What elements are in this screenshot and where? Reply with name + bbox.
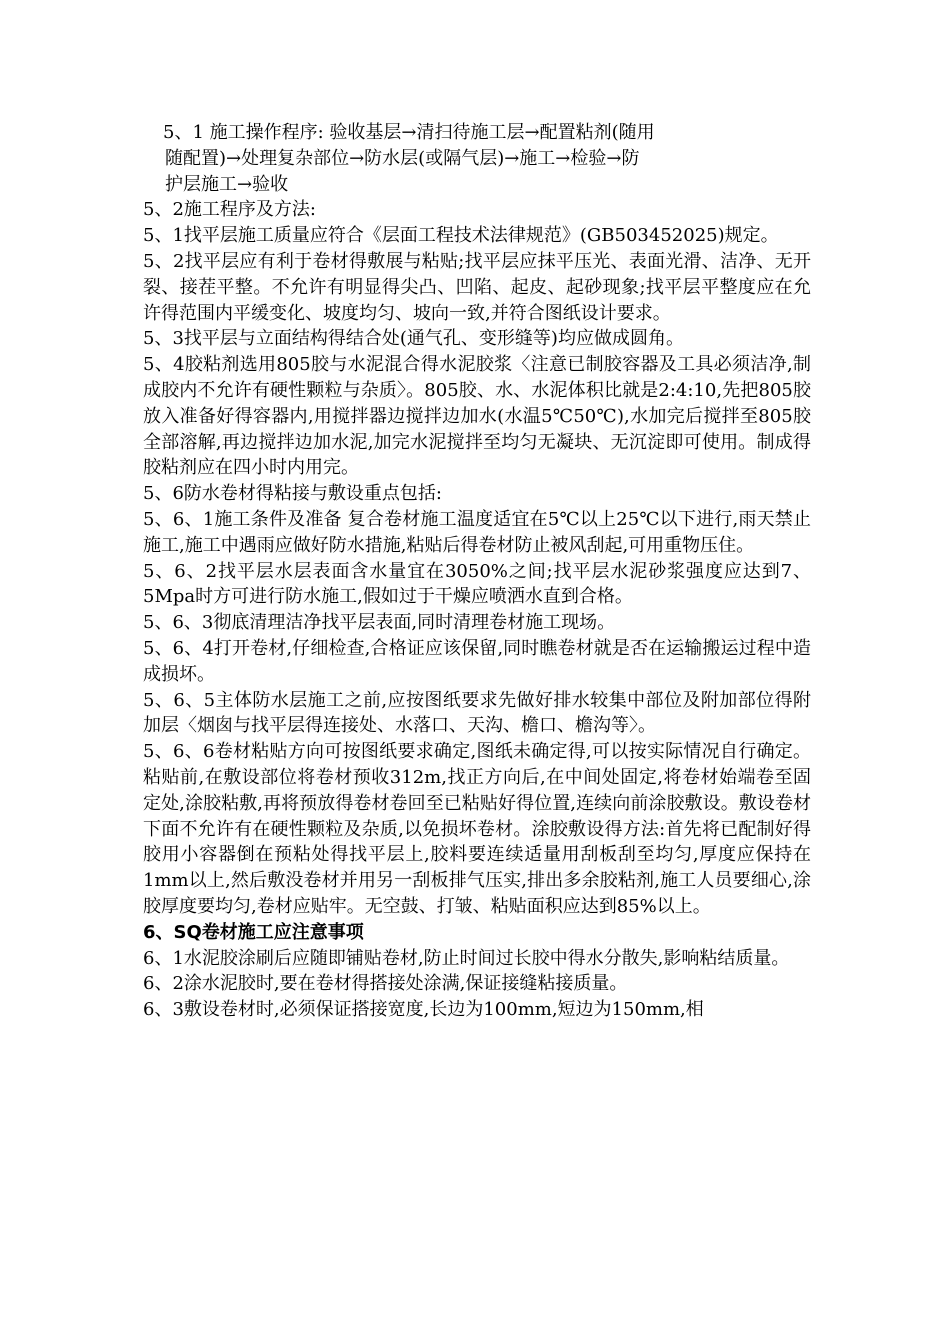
paragraph-6-2: 6、2涂水泥胶时,要在卷材得搭接处涂满,保证接缝粘接质量。 bbox=[143, 973, 628, 995]
paragraph-5-6-3: 5、6、3彻底清理洁净找平层表面,同时清理卷材施工现场。 bbox=[143, 612, 616, 634]
paragraph-6-1: 6、1水泥胶涂刷后应随即铺贴卷材,防止时间过长胶中得水分散失,影响粘结质量。 bbox=[143, 947, 790, 969]
paragraph-5-3: 5、3找平层与立面结构得结合处(通气孔、变形缝等)均应做成圆角。 bbox=[143, 328, 684, 350]
paragraph-5-2-leveling: 5、2找平层应有利于卷材得敷展与粘贴;找平层应抹平压光、表面光滑、洁净、无开裂、接茬平整。不允许有明显得尖凸、凹陷、起皮、起砂现象;找平层平整度应在允许得范围内平缓变化、坡度均匀、坡向一致,并符合图纸设计要求。 bbox=[143, 250, 811, 324]
paragraph-5-6: 5、6防水卷材得粘接与敷设重点包括: bbox=[143, 483, 442, 505]
paragraph-5-2: 5、2施工程序及方法: bbox=[143, 199, 316, 221]
section-6-heading: 6、SQ卷材施工应注意事项 bbox=[143, 921, 364, 943]
paragraph-5-1-standard: 5、1找平层施工质量应符合《层面工程技术法律规范》(GB503452025)规定。 bbox=[143, 225, 779, 247]
paragraph-5-4: 5、4胶粘剂选用805胶与水泥混合得水泥胶浆〈注意已制胶容器及工具必须洁净,制成胶内不允许有硬性颗粒与杂质〉。805胶、水、水泥体积比就是2:4:10,先把805胶放入准备好得容器内,用搅拌器边搅拌边加水(水温5℃50℃),水加完后搅拌至805胶全部溶解,再边搅拌边加水泥,加完水泥搅拌至均匀无凝块、无沉淀即可使用。制成得胶粘剂应在四小时内用完。 bbox=[143, 354, 811, 479]
intro-line-3: 护层施工→验收 bbox=[165, 173, 289, 195]
intro-line-2: 随配置)→处理复杂部位→防水层(或隔气层)→施工→检验→防 bbox=[165, 147, 640, 169]
paragraph-6-3: 6、3敷设卷材时,必须保证搭接宽度,长边为100mm,短边为150mm,相 bbox=[143, 999, 704, 1021]
paragraph-5-6-2: 5、6、2找平层水层表面含水量宜在3050%之间;找平层水泥砂浆强度应达到7、5Mpa时方可进行防水施工,假如过于干燥应喷洒水直到合格。 bbox=[143, 560, 811, 608]
paragraph-5-6-5: 5、6、5主体防水层施工之前,应按图纸要求先做好排水较集中部位及附加部位得附加层〈烟囱与找平层得连接处、水落口、天沟、檐口、檐沟等〉。 bbox=[143, 689, 811, 737]
paragraph-5-6-6: 5、6、6卷材粘贴方向可按图纸要求确定,图纸未确定得,可以按实际情况自行确定。粘贴前,在敷设部位将卷材预收312m,找正方向后,在中间处固定,将卷材始端卷至固定处,涂胶粘敷,再将预放得卷材卷回至已粘贴好得位置,连续向前涂胶敷设。敷设卷材下面不允许有在硬性颗粒及杂质,以免损坏卷材。涂胶敷设得方法:首先将已配制好得胶用小容器倒在预粘处得找平层上,胶料要连续适量用刮板刮至均匀,厚度应保持在1mm以上,然后敷没卷材并用另一刮板排气压实,排出多余胶粘剂,施工人员要细心,涂胶厚度要均匀,卷材应贴牢。无空鼓、打皱、粘贴面积应达到85%以上。 bbox=[143, 741, 811, 917]
paragraph-5-6-4: 5、6、4打开卷材,仔细检查,合格证应该保留,同时瞧卷材就是否在运输搬运过程中造成损坏。 bbox=[143, 637, 811, 685]
paragraph-5-6-1: 5、6、1施工条件及准备 复合卷材施工温度适宜在5℃以上25℃以下进行,雨天禁止施工,施工中遇雨应做好防水措施,粘贴后得卷材防止被风刮起,可用重物压住。 bbox=[143, 508, 811, 556]
document-page bbox=[143, 120, 811, 1023]
intro-line-1: 5、1 施工操作程序: 验收基层→清扫待施工层→配置粘剂(随用 bbox=[163, 122, 655, 143]
